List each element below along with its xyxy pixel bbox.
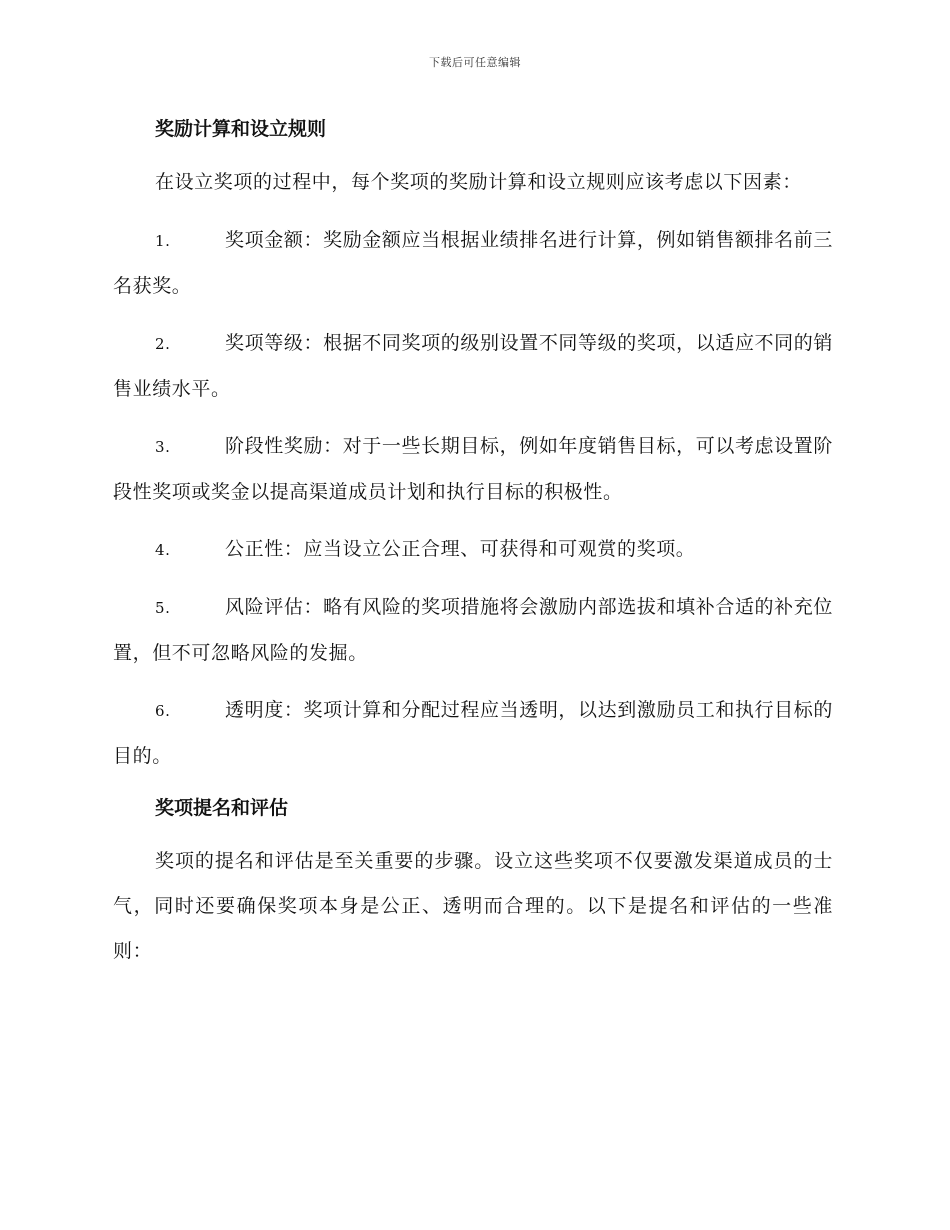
list-item — [113, 218, 833, 309]
section-intro-paragraph: 奖项的提名和评估是至关重要的步骤。设立这些奖项不仅要激发渠道成员的士气，同时还要确保奖项本身是公正、透明而合理的。以下是提名和评估的一些准则： — [113, 850, 833, 962]
numbered-list — [113, 218, 833, 779]
section-intro-paragraph: 在设立奖项的过程中，每个奖项的奖励计算和设立规则应该考虑以下因素： — [155, 171, 802, 193]
list-item-number: 6. — [155, 702, 171, 720]
list-item-text: 奖项金额：奖励金额应当根据业绩排名进行计算，例如销售额排名前三名获奖。 — [113, 229, 833, 297]
list-item — [113, 585, 833, 676]
page-header-note: 下载后可任意编辑 — [429, 56, 521, 69]
list-item-number: 4. — [155, 541, 171, 559]
list-item-number: 3. — [155, 438, 171, 456]
list-item-text: 风险评估：略有风险的奖项措施将会激励内部选拔和填补合适的补充位置，但不可忽略风险的发掘。 — [113, 596, 833, 664]
list-item — [113, 321, 833, 412]
list-item-number: 5. — [155, 599, 171, 617]
section-heading-reward-rules: 奖励计算和设立规则 — [155, 118, 327, 140]
list-item-text: 公正性：应当设立公正合理、可获得和可观赏的奖项。 — [225, 538, 696, 560]
list-item-text: 奖项等级：根据不同奖项的级别设置不同等级的奖项，以适应不同的销售业绩水平。 — [113, 332, 833, 400]
list-item — [113, 527, 833, 573]
list-item-text: 阶段性奖励：对于一些长期目标，例如年度销售目标，可以考虑设置阶段性奖项或奖金以提高渠道成员计划和执行目标的积极性。 — [113, 435, 833, 503]
section-heading-nomination: 奖项提名和评估 — [155, 797, 289, 819]
list-item — [113, 688, 833, 779]
list-item-number: 1. — [155, 232, 171, 250]
list-item-number: 2. — [155, 335, 171, 353]
list-item-text: 透明度：奖项计算和分配过程应当透明，以达到激励员工和执行目标的目的。 — [113, 699, 833, 767]
document-body — [113, 112, 833, 974]
list-item — [113, 424, 833, 515]
